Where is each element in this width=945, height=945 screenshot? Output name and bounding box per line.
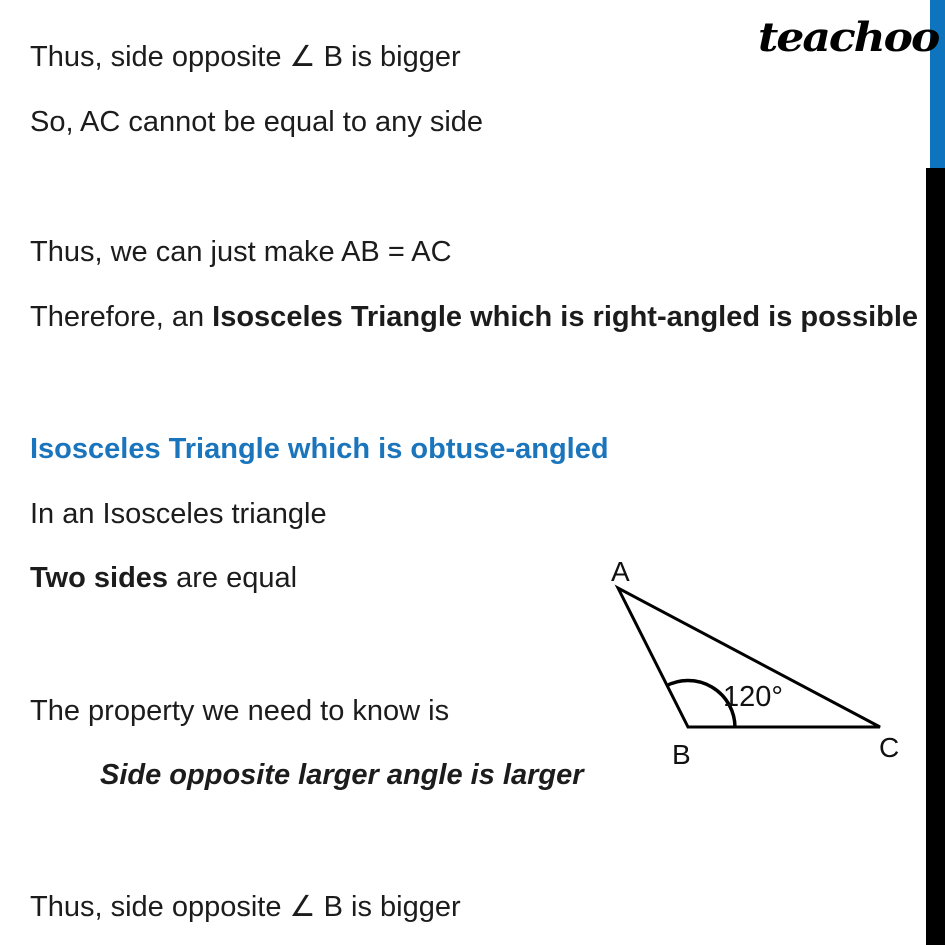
text-right-angled-conclusion-bold: Isosceles Triangle which is right-angled is possible: [212, 301, 919, 333]
text-side-opposite-larger-angle: Side opposite larger angle is larger: [100, 759, 584, 791]
text-right-angled-conclusion: [30, 300, 918, 334]
text-right-angled-conclusion-prefix: Therefore, an: [30, 301, 213, 333]
vertex-a-label: A: [611, 556, 630, 587]
right-edge-black-bar: [926, 168, 945, 945]
text-side-opposite-b-bigger-bottom: Thus, side opposite ∠ B is bigger: [30, 891, 461, 923]
section-heading-obtuse-angled: Isosceles Triangle which is obtuse-angled: [30, 433, 609, 465]
text-are-equal-rest: are equal: [168, 562, 298, 594]
text-in-an-isosceles-triangle: In an Isosceles triangle: [30, 498, 327, 530]
obtuse-triangle-diagram: [595, 545, 920, 780]
angle-b-value-label: 120°: [723, 681, 783, 713]
text-property-we-need: The property we need to know is: [30, 695, 450, 727]
triangle-svg: [595, 545, 920, 780]
text-side-opposite-b-bigger-top: Thus, side opposite ∠ B is bigger: [30, 41, 461, 73]
text-two-sides-equal: [30, 561, 297, 595]
text-make-ab-equal-ac: Thus, we can just make AB = AC: [30, 236, 452, 268]
text-two-sides-bold: Two sides: [30, 562, 169, 594]
vertex-b-label: B: [672, 739, 691, 770]
vertex-c-label: C: [879, 732, 900, 763]
text-ac-cannot-be-equal: So, AC cannot be equal to any side: [30, 106, 484, 138]
teachoo-logo: teachoo: [758, 14, 939, 61]
